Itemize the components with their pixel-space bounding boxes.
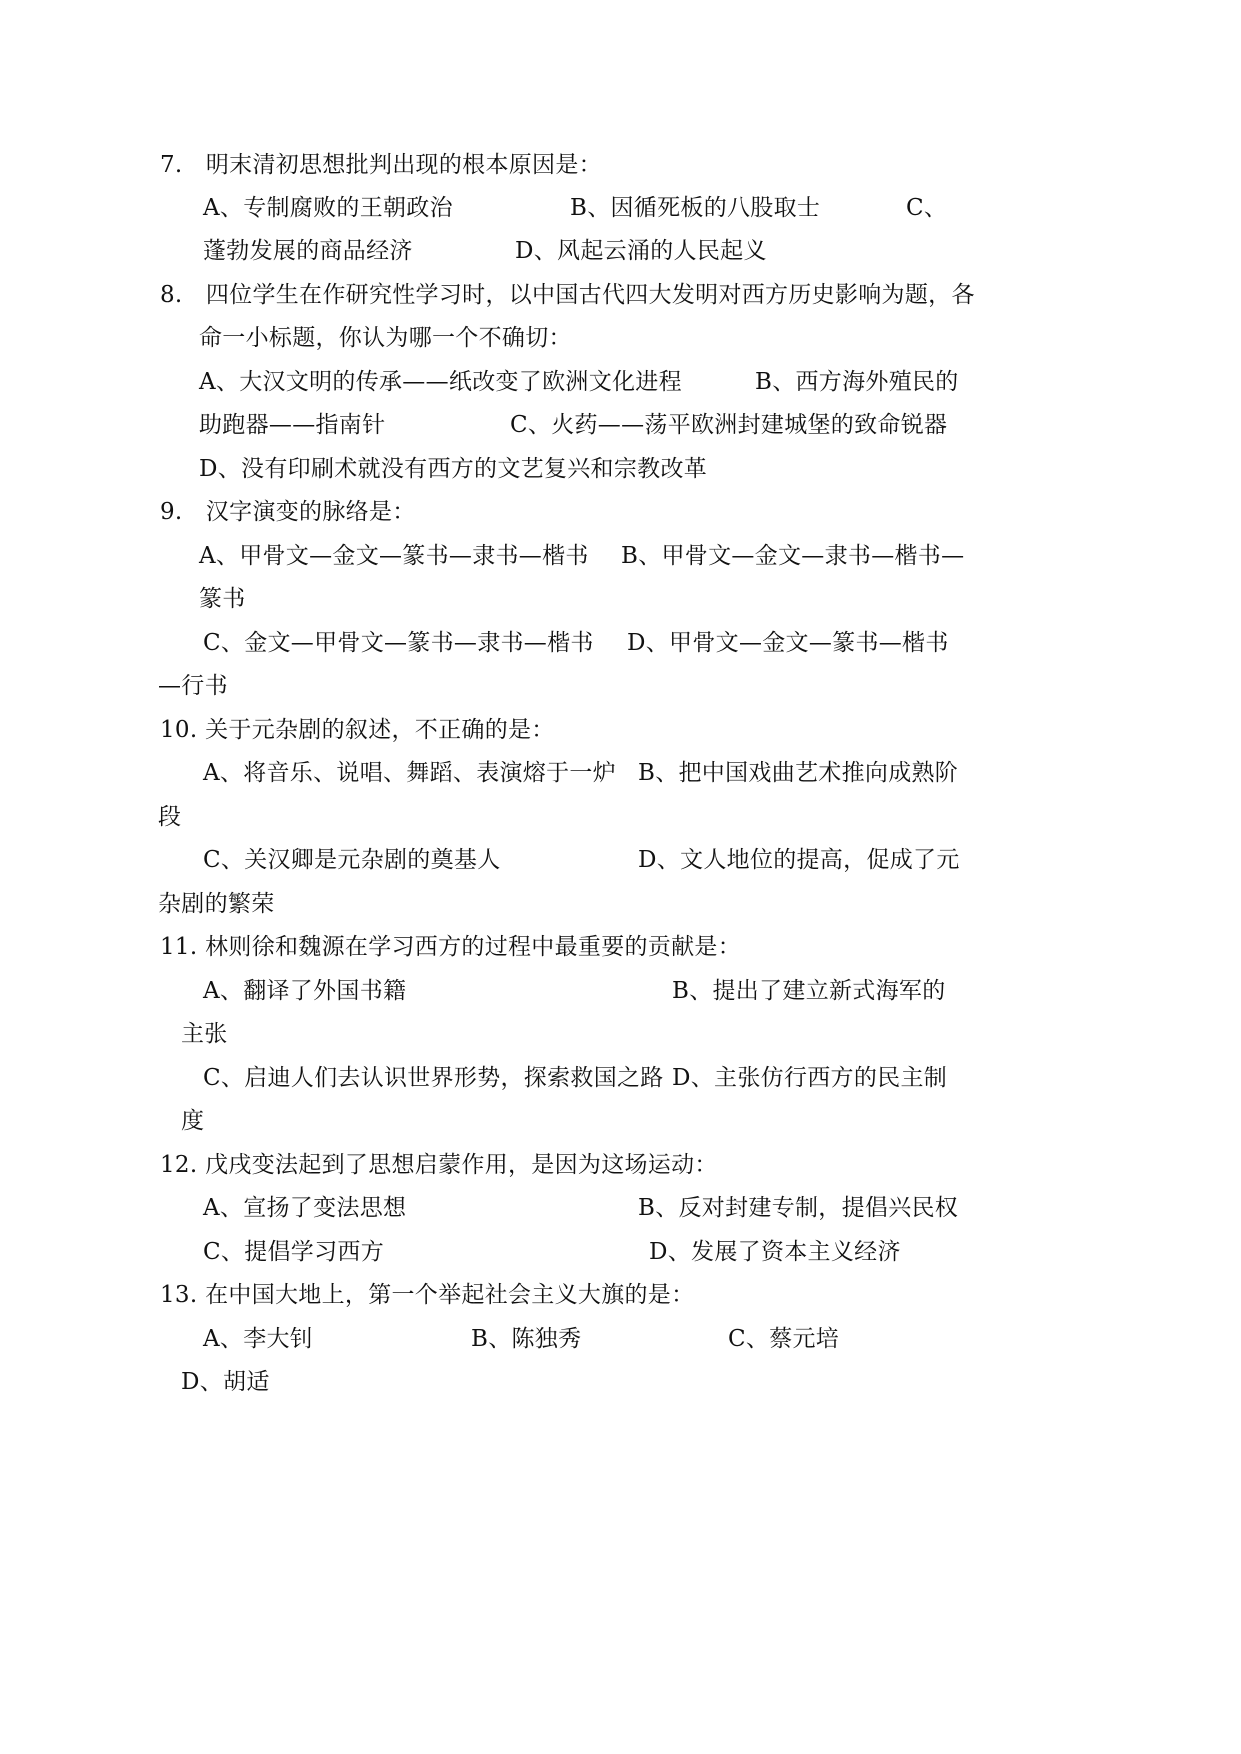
question-10-option-b-cont: 段 bbox=[158, 804, 182, 830]
question-10-option-b: B、把中国戏曲艺术推向成熟阶 bbox=[638, 760, 959, 786]
question-9-option-b-cont: 篆书 bbox=[199, 586, 246, 612]
question-8-stem-cont: 命一小标题，你认为哪一个不确切： bbox=[199, 325, 572, 351]
question-8-option-d: D、没有印刷术就没有西方的文艺复兴和宗教改革 bbox=[199, 456, 708, 482]
question-8-option-a: A、大汉文明的传承——纸改变了欧洲文化进程 bbox=[199, 369, 682, 395]
question-9-option-c: C、金文—甲骨文—篆书—隶书—楷书 bbox=[203, 630, 594, 656]
question-11-option-c: C、启迪人们去认识世界形势，探索救国之路 bbox=[203, 1065, 664, 1091]
question-7-option-d: D、风起云涌的人民起义 bbox=[515, 238, 767, 264]
question-11-option-b: B、提出了建立新式海军的 bbox=[672, 978, 946, 1004]
question-8-option-b-cont: 助跑器——指南针 bbox=[199, 412, 386, 438]
question-10-stem: 10. 关于元杂剧的叙述，不正确的是： bbox=[160, 717, 555, 743]
question-9-option-b: B、甲骨文—金文—隶书—楷书— bbox=[621, 543, 965, 569]
question-8-stem: 8. 四位学生在作研究性学习时，以中国古代四大发明对西方历史影响为题，各 bbox=[160, 282, 975, 308]
question-11-option-a: A、翻译了外国书籍 bbox=[203, 978, 407, 1004]
question-12-option-b: B、反对封建专制，提倡兴民权 bbox=[638, 1195, 959, 1221]
question-13-option-a: A、李大钊 bbox=[203, 1326, 314, 1352]
question-9-stem: 9. 汉字演变的脉络是： bbox=[160, 499, 416, 525]
question-7-option-b: B、因循死板的八股取士 bbox=[570, 195, 821, 221]
question-12-option-c: C、提倡学习西方 bbox=[203, 1239, 384, 1265]
question-12-option-d: D、发展了资本主义经济 bbox=[649, 1239, 901, 1265]
question-7-option-c-label: C、 bbox=[906, 195, 948, 221]
question-10-option-d: D、文人地位的提高，促成了元 bbox=[638, 847, 960, 873]
question-13-option-c: C、蔡元培 bbox=[728, 1326, 840, 1352]
question-13-option-b: B、陈独秀 bbox=[471, 1326, 582, 1352]
question-8-option-b: B、西方海外殖民的 bbox=[755, 369, 959, 395]
question-11-stem: 11. 林则徐和魏源在学习西方的过程中最重要的贡献是： bbox=[160, 934, 741, 960]
question-12-stem: 12. 戊戌变法起到了思想启蒙作用，是因为这场运动： bbox=[160, 1152, 718, 1178]
question-10-option-a: A、将音乐、说唱、舞蹈、表演熔于一炉 bbox=[203, 760, 617, 786]
question-11-option-b-cont: 主张 bbox=[181, 1021, 228, 1047]
question-13-stem: 13. 在中国大地上，第一个举起社会主义大旗的是： bbox=[160, 1282, 695, 1308]
question-7-stem: 7. 明末清初思想批判出现的根本原因是： bbox=[160, 152, 602, 178]
question-9-option-d: D、甲骨文—金文—篆书—楷书 bbox=[627, 630, 949, 656]
question-12-option-a: A、宣扬了变法思想 bbox=[203, 1195, 407, 1221]
question-11-option-d-cont: 度 bbox=[181, 1108, 205, 1134]
question-8-option-c: C、火药——荡平欧洲封建城堡的致命锐器 bbox=[510, 412, 948, 438]
question-7-option-a: A、专制腐败的王朝政治 bbox=[203, 195, 453, 221]
question-13-option-d: D、胡适 bbox=[181, 1369, 270, 1395]
question-10-option-c: C、关汉卿是元杂剧的奠基人 bbox=[203, 847, 501, 873]
question-10-option-d-cont: 杂剧的繁荣 bbox=[158, 891, 275, 917]
question-7-option-c-text: 蓬勃发展的商品经济 bbox=[203, 238, 413, 264]
question-9-option-a: A、甲骨文—金文—篆书—隶书—楷书 bbox=[199, 543, 589, 569]
question-9-option-d-cont: —行书 bbox=[158, 673, 228, 699]
question-11-option-d: D、主张仿行西方的民主制 bbox=[672, 1065, 948, 1091]
